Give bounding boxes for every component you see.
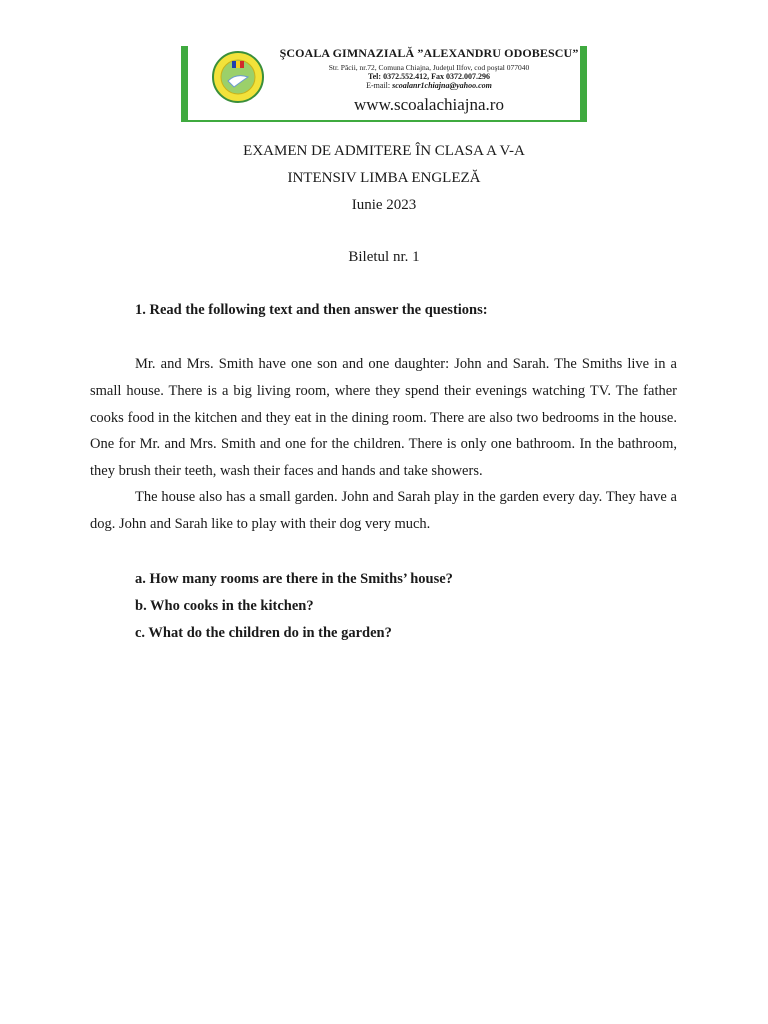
school-address: Str. Păcii, nr.72, Comuna Chiajna, Judeţul Ilfov, cod poştal 077040 — [328, 63, 530, 72]
question-b: b. Who cooks in the kitchen? — [135, 598, 314, 614]
reading-paragraph-2: The house also has a small garden. John and Sarah play in the garden every day. They have a dog. John and Sarah like to play with their dog very much. — [90, 489, 677, 532]
exam-subtitle: INTENSIV LIMBA ENGLEZĂ — [287, 170, 481, 186]
school-crest-icon — [212, 51, 264, 103]
email-label: E-mail: — [366, 81, 391, 90]
school-name: ŞCOALA GIMNAZIALĂ ”ALEXANDRU ODOBESCU” — [279, 46, 579, 60]
ticket-number: Biletul nr. 1 — [348, 249, 420, 265]
school-website: www.scoalachiajna.ro — [354, 95, 504, 114]
exam-date: Iunie 2023 — [351, 197, 417, 213]
school-letterhead — [181, 46, 587, 122]
school-email-line — [274, 81, 584, 90]
exam-title: EXAMEN DE ADMITERE ÎN CLASA A V-A — [243, 143, 525, 159]
school-phone: Tel: 0372.552.412, Fax 0372.007.296 — [368, 72, 490, 81]
school-email: scoalanr1chiajna@yahoo.com — [392, 81, 492, 90]
question-c: c. What do the children do in the garden? — [135, 625, 392, 641]
question-a: a. How many rooms are there in the Smiths’ house? — [135, 571, 453, 587]
task-instruction: 1. Read the following text and then answer the questions: — [135, 302, 488, 318]
reading-paragraph-1: Mr. and Mrs. Smith have one son and one daughter: John and Sarah. The Smiths live in a small house. There is a big living room, where they spend their evenings watching TV. The father cooks food in the kitchen and they eat in the dining room. There are also two bedrooms in the house. One for Mr. and Mrs. Smith and one for the children. There is only one bathroom. In the bathroom, they brush their teeth, wash their faces and hands and take showers. — [90, 356, 677, 480]
